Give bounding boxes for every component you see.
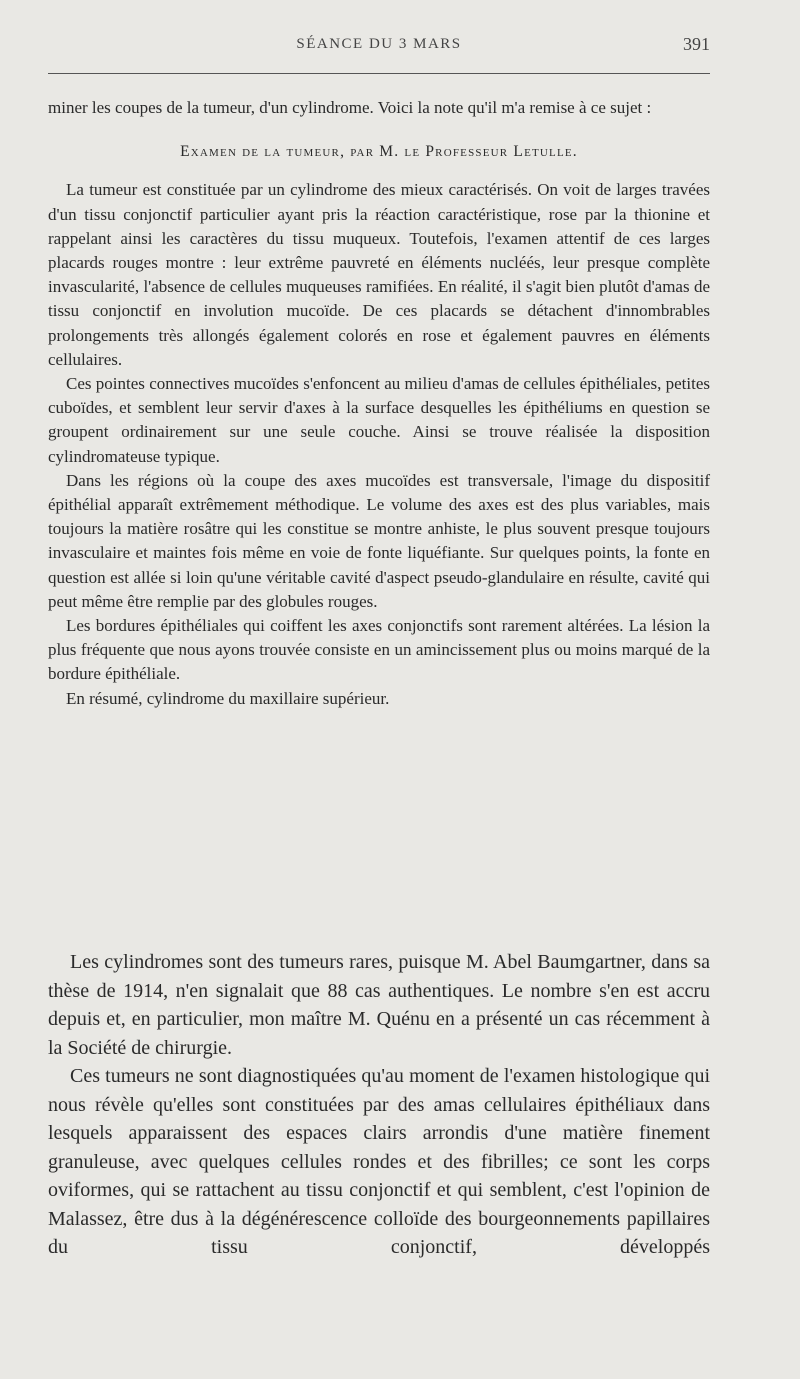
main-paragraph-1: Les cylindromes sont des tumeurs rares, puisque M. Abel Baumgartner, dans sa thèse de 1914, n'en signalait que 88 cas authentiques. Le nombre s'en est accru depuis et, en particulier, mon maître M. Quénu en a présenté un cas récemment à la Société de chirurgie. bbox=[48, 951, 710, 1059]
running-head bbox=[48, 36, 710, 60]
exam-paragraph-2: Ces pointes connectives mucoïdes s'enfoncent au milieu d'amas de cellules épithéliales, petites cuboïdes, et semblent leur servir d'axes à la surface desquelles les épithéliums en question se groupent ordinairement sur une seule couche. Ainsi se trouve réalisée la disposition cylindromateuse typique. bbox=[48, 374, 710, 466]
note-section bbox=[48, 96, 710, 711]
exam-heading: Examen de la tumeur, par M. le Professeur Letulle. bbox=[180, 143, 578, 161]
exam-paragraph-5: En résumé, cylindrome du maxillaire supérieur. bbox=[66, 688, 390, 708]
exam-paragraph-4: Les bordures épithéliales qui coiffent les axes conjonctifs sont rarement altérées. La lésion la plus fréquente que nous ayons trouvée consiste en un amincissement plus ou moins marqué de la bordure épithéliale. bbox=[48, 616, 710, 684]
running-title: SÉANCE DU 3 MARS bbox=[296, 36, 462, 52]
opening-paragraph: miner les coupes de la tumeur, d'un cylindrome. Voici la note qu'il m'a remise à ce sujet : bbox=[48, 98, 652, 117]
main-paragraph-2: Ces tumeurs ne sont diagnostiquées qu'au moment de l'examen histologique qui nous révèle qu'elles sont constituées par des amas cellulaires épithéliaux dans lesquels apparaissent des espaces clairs arrondis d'une matière finement granuleuse, avec quelques cellules rondes et des fibrilles; ce sont les corps oviformes, qui se rattachent au tissu conjonctif et qui semblent, c'est l'opinion de Malassez, être dus à la dégénérescence colloïde des bourgeonnements papillaires du tissu conjonctif, développés bbox=[48, 1065, 710, 1258]
exam-paragraph-3: Dans les régions où la coupe des axes mucoïdes est transversale, l'image du dispositif épithélial apparaît extrêmement méthodique. Le volume des axes est des plus variables, mais toujours la matière rosâtre qui les constitue se montre anhiste, le plus souvent presque toujours invasculaire et maintes fois même en voie de fonte liquéfiante. Sur quelques points, la fonte en question est allée si loin qu'une véritable cavité d'aspect pseudo-glandulaire en résulte, cavité qui peut même être remplie par des globules rouges. bbox=[48, 470, 710, 611]
header-rule bbox=[48, 73, 710, 74]
main-text bbox=[48, 948, 710, 1262]
exam-paragraph-1: La tumeur est constituée par un cylindrome des mieux caractérisés. On voit de larges travées d'un tissu conjonctif particulier ayant pris la réaction caractéristique, rose par la thionine et rappelant ainsi les caractères du tissu muqueux. Toutefois, l'examen attentif de ces larges placards rouges montre : leur extrême pauvreté en éléments nucléés, leur presque complète invascularité, l'absence de cellules muqueuses ramifiées. En réalité, il s'agit bien plutôt d'amas de tissu conjonctif en involution mucoïde. De ces placards se détachent d'innombrables prolongements très allongés également colorés en rose et également pauvres en éléments cellulaires. bbox=[48, 180, 710, 369]
page-number: 391 bbox=[683, 34, 710, 54]
